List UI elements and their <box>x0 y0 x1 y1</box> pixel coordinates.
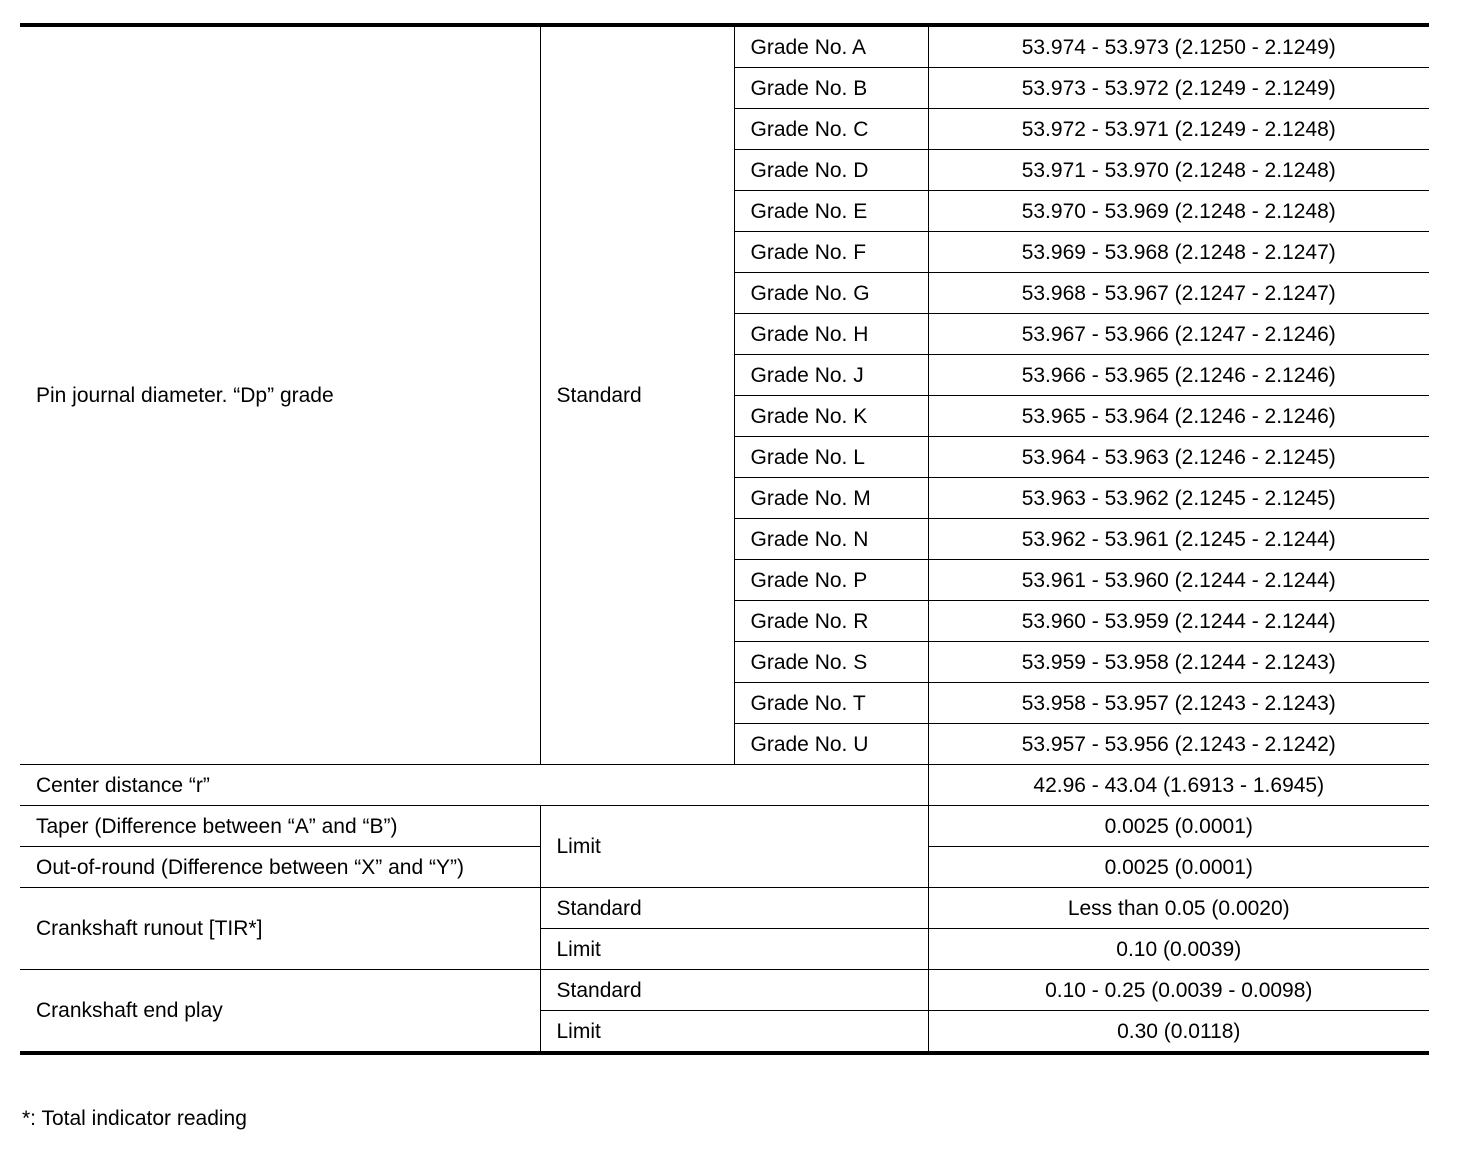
grade-value: 53.958 - 53.957 (2.1243 - 2.1243) <box>928 683 1429 724</box>
grade-value: 53.963 - 53.962 (2.1245 - 2.1245) <box>928 478 1429 519</box>
grade-label: Grade No. N <box>734 519 928 560</box>
end-play-limit-value: 0.30 (0.0118) <box>928 1011 1429 1054</box>
end-play-limit-label: Limit <box>540 1011 928 1054</box>
grade-value: 53.969 - 53.968 (2.1248 - 2.1247) <box>928 232 1429 273</box>
crankshaft-spec-table <box>20 23 1429 1055</box>
end-play-standard-value: 0.10 - 0.25 (0.0039 - 0.0098) <box>928 970 1429 1011</box>
grade-label: Grade No. M <box>734 478 928 519</box>
grade-value: 53.974 - 53.973 (2.1250 - 2.1249) <box>928 25 1429 68</box>
grade-label: Grade No. R <box>734 601 928 642</box>
end-play-standard-label: Standard <box>540 970 928 1011</box>
grade-value: 53.961 - 53.960 (2.1244 - 2.1244) <box>928 560 1429 601</box>
grade-label: Grade No. A <box>734 25 928 68</box>
grade-label: Grade No. J <box>734 355 928 396</box>
table-row <box>20 25 1429 68</box>
center-distance-value: 42.96 - 43.04 (1.6913 - 1.6945) <box>928 765 1429 806</box>
grade-label: Grade No. E <box>734 191 928 232</box>
out-of-round-value: 0.0025 (0.0001) <box>928 847 1429 888</box>
table-row <box>20 888 1429 929</box>
grade-label: Grade No. P <box>734 560 928 601</box>
grade-value: 53.967 - 53.966 (2.1247 - 2.1246) <box>928 314 1429 355</box>
runout-standard-value: Less than 0.05 (0.0020) <box>928 888 1429 929</box>
pin-journal-condition: Standard <box>540 25 734 765</box>
grade-value: 53.959 - 53.958 (2.1244 - 2.1243) <box>928 642 1429 683</box>
grade-value: 53.968 - 53.967 (2.1247 - 2.1247) <box>928 273 1429 314</box>
table-row <box>20 970 1429 1011</box>
center-distance-label: Center distance “r” <box>20 765 928 806</box>
taper-label: Taper (Difference between “A” and “B”) <box>20 806 540 847</box>
grade-value: 53.965 - 53.964 (2.1246 - 2.1246) <box>928 396 1429 437</box>
grade-value: 53.966 - 53.965 (2.1246 - 2.1246) <box>928 355 1429 396</box>
taper-oor-condition: Limit <box>540 806 928 888</box>
runout-label: Crankshaft runout [TIR*] <box>20 888 540 970</box>
grade-value: 53.973 - 53.972 (2.1249 - 2.1249) <box>928 68 1429 109</box>
grade-value: 53.970 - 53.969 (2.1248 - 2.1248) <box>928 191 1429 232</box>
grade-label: Grade No. S <box>734 642 928 683</box>
grade-value: 53.957 - 53.956 (2.1243 - 2.1242) <box>928 724 1429 765</box>
grade-label: Grade No. F <box>734 232 928 273</box>
grade-label: Grade No. L <box>734 437 928 478</box>
out-of-round-label: Out-of-round (Difference between “X” and “Y”) <box>20 847 540 888</box>
runout-limit-label: Limit <box>540 929 928 970</box>
table-row <box>20 765 1429 806</box>
grade-value: 53.971 - 53.970 (2.1248 - 2.1248) <box>928 150 1429 191</box>
end-play-label: Crankshaft end play <box>20 970 540 1054</box>
taper-value: 0.0025 (0.0001) <box>928 806 1429 847</box>
grade-label: Grade No. H <box>734 314 928 355</box>
grade-label: Grade No. B <box>734 68 928 109</box>
grade-value: 53.960 - 53.959 (2.1244 - 2.1244) <box>928 601 1429 642</box>
grade-label: Grade No. U <box>734 724 928 765</box>
grade-label: Grade No. C <box>734 109 928 150</box>
grade-value: 53.972 - 53.971 (2.1249 - 2.1248) <box>928 109 1429 150</box>
runout-standard-label: Standard <box>540 888 928 929</box>
spec-table-body <box>20 25 1429 1053</box>
table-row <box>20 806 1429 847</box>
grade-label: Grade No. G <box>734 273 928 314</box>
grade-label: Grade No. K <box>734 396 928 437</box>
grade-label: Grade No. D <box>734 150 928 191</box>
runout-limit-value: 0.10 (0.0039) <box>928 929 1429 970</box>
grade-value: 53.964 - 53.963 (2.1246 - 2.1245) <box>928 437 1429 478</box>
grade-value: 53.962 - 53.961 (2.1245 - 2.1244) <box>928 519 1429 560</box>
pin-journal-label: Pin journal diameter. “Dp” grade <box>20 25 540 765</box>
footnote: *: Total indicator reading <box>22 1107 247 1130</box>
grade-label: Grade No. T <box>734 683 928 724</box>
